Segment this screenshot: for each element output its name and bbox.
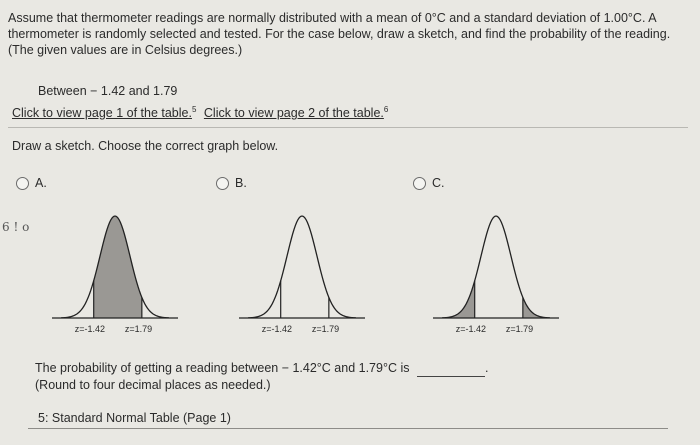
rounding-note: (Round to four decimal places as needed.): [35, 378, 271, 392]
option-a[interactable]: [16, 176, 47, 190]
sketch-prompt: Draw a sketch. Choose the correct graph below.: [12, 139, 279, 153]
case-text: Between − 1.42 and 1.79: [38, 84, 178, 98]
option-c-graph[interactable]: [431, 200, 561, 350]
probability-answer-field[interactable]: [417, 364, 485, 377]
option-b-z-right: z=1.79: [311, 324, 340, 334]
question-text: Assume that thermometer readings are normally distributed with a mean of 0°C and a standard deviation of 1.00°C. A thermometer is randomly selected and tested. For the case below, draw a sketch, and find the probability of the reading. (The given values are in Celsius degrees.): [8, 11, 671, 57]
probability-period: .: [484, 361, 489, 375]
table-page-1-link[interactable]: Click to view page 1 of the table.: [12, 106, 192, 121]
option-a-shaded-area: [94, 216, 142, 318]
option-b-graph[interactable]: [237, 200, 367, 350]
table-page-2-footnote: 6: [383, 105, 389, 114]
footer-divider: [28, 428, 668, 429]
option-a-z-right: z=1.79: [124, 324, 153, 334]
divider: [8, 127, 688, 128]
option-b-label: B.: [235, 176, 247, 190]
option-b[interactable]: [216, 176, 247, 190]
probability-text: The probability of getting a reading between − 1.42°C and 1.79°C is: [35, 361, 410, 375]
option-c-z-left: z=-1.42: [455, 324, 486, 334]
option-c-curve: [442, 216, 550, 318]
option-b-radio[interactable]: [216, 177, 229, 190]
option-c[interactable]: [413, 176, 445, 190]
table-page-1-footnote: 5: [191, 105, 197, 114]
table-links: [12, 105, 392, 120]
option-a-radio[interactable]: [16, 177, 29, 190]
option-b-curve: [248, 216, 356, 318]
option-a-z-left: z=-1.42: [74, 324, 105, 334]
table-page-2-link[interactable]: Click to view page 2 of the table.: [203, 106, 384, 121]
footer-table-title[interactable]: 5: Standard Normal Table (Page 1): [38, 411, 231, 425]
option-c-radio[interactable]: [413, 177, 426, 190]
option-c-z-right: z=1.79: [505, 324, 534, 334]
option-b-z-left: z=-1.42: [261, 324, 292, 334]
option-c-label: C.: [432, 176, 445, 190]
option-c-shaded-area: [442, 281, 550, 318]
option-a-label: A.: [35, 176, 47, 190]
handwritten-scribble: 6 ! o: [2, 220, 30, 234]
option-a-graph[interactable]: [50, 200, 180, 350]
probability-question: [35, 360, 488, 394]
